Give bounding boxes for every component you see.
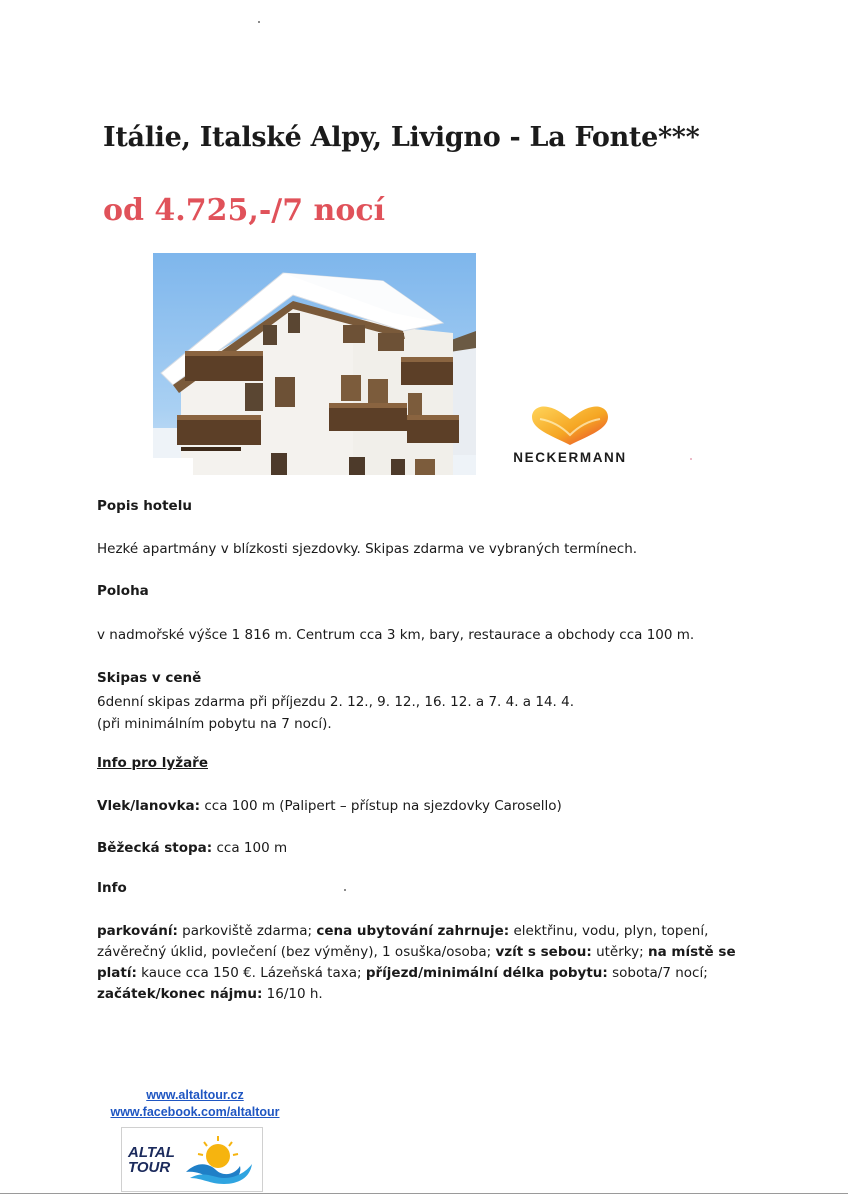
parkovani-label: parkování: bbox=[97, 923, 178, 939]
scan-speck bbox=[344, 889, 346, 891]
price-label: od 4.725,-/7 nocí bbox=[103, 193, 386, 228]
altaltour-wordmark: ALTAL TOUR bbox=[128, 1144, 175, 1176]
neckermann-wordmark: NECKERMANN bbox=[513, 450, 627, 465]
parkovani-text: parkoviště zdarma; bbox=[177, 923, 317, 939]
vzit-label: vzít s sebou: bbox=[495, 944, 592, 960]
neckermann-logo bbox=[494, 405, 646, 465]
bezecka-label: Běžecká stopa: bbox=[97, 840, 213, 856]
popis-text: Hezké apartmány v blízkosti sjezdovky. Skipas zdarma ve vybraných termínech. bbox=[97, 541, 638, 557]
skipas-line1: 6denní skipas zdarma při příjezdu 2. 12., 9. 12., 16. 12. a 7. 4. a 14. 4. bbox=[97, 694, 575, 710]
vlek-text: cca 100 m (Palipert – přístup na sjezdovky Carosello) bbox=[200, 798, 562, 814]
scan-edge-line bbox=[0, 1193, 848, 1194]
popis-heading: Popis hotelu bbox=[97, 498, 192, 514]
info-lyzare-heading: Info pro lyžaře bbox=[97, 755, 208, 771]
facebook-link[interactable]: www.facebook.com/altaltour bbox=[110, 1105, 280, 1119]
bezecka-line bbox=[97, 838, 287, 858]
vzit-text: utěrky; bbox=[591, 944, 648, 960]
footer-links bbox=[80, 1087, 310, 1121]
bezecka-text: cca 100 m bbox=[212, 840, 288, 856]
misto-label: na místě se platí: bbox=[97, 944, 736, 981]
sun-wave-icon bbox=[180, 1134, 258, 1186]
hotel-photo bbox=[153, 253, 476, 475]
prijezd-label: příjezd/minimální délka pobytu: bbox=[365, 965, 608, 981]
heart-icon bbox=[530, 405, 610, 447]
website-link[interactable]: www.altaltour.cz bbox=[146, 1088, 244, 1102]
poloha-heading: Poloha bbox=[97, 583, 149, 599]
poloha-text: v nadmořské výšce 1 816 m. Centrum cca 3 km, bary, restaurace a obchody cca 100 m. bbox=[97, 627, 695, 643]
prijezd-text: sobota/7 nocí; bbox=[607, 965, 708, 981]
vlek-label: Vlek/lanovka: bbox=[97, 798, 201, 814]
misto-text: kauce cca 150 €. Lázeňská taxa; bbox=[136, 965, 366, 981]
info-heading: Info bbox=[97, 880, 127, 896]
skipas-line2: (při minimálním pobytu na 7 nocí). bbox=[97, 716, 332, 732]
info-paragraph bbox=[97, 921, 737, 1005]
scan-speck bbox=[258, 21, 260, 23]
scan-speck bbox=[690, 458, 692, 460]
skipas-heading: Skipas v ceně bbox=[97, 670, 202, 686]
cena-text: elektřinu, vodu, plyn, topení, závěrečný úklid, povlečení (bez výměny), 1 osuška/osoba; bbox=[97, 923, 709, 960]
cena-label: cena ubytování zahrnuje: bbox=[316, 923, 510, 939]
zacatek-label: začátek/konec nájmu: bbox=[97, 986, 263, 1002]
altaltour-logo bbox=[121, 1127, 263, 1192]
zacatek-text: 16/10 h. bbox=[262, 986, 323, 1002]
page-title: Itálie, Italské Alpy, Livigno - La Fonte*** bbox=[103, 122, 700, 153]
vlek-line bbox=[97, 796, 562, 816]
